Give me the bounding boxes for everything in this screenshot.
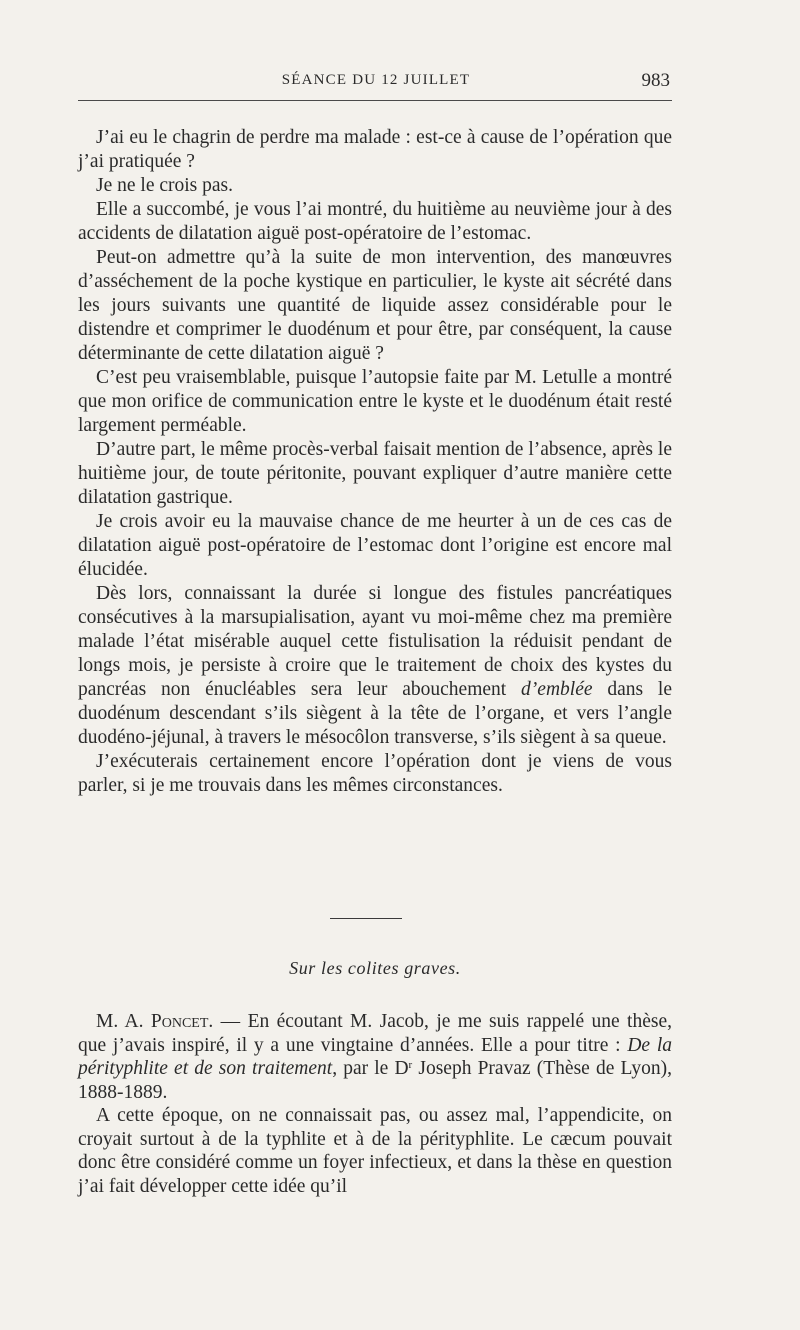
paragraph: Je crois avoir eu la mauvaise chance de me heurter à un de ces cas de dilatation aiguë post-opératoire de l’estomac dont l’origine est encore mal élucidée. bbox=[78, 511, 672, 580]
paragraph bbox=[78, 582, 672, 750]
page-header bbox=[78, 68, 674, 94]
text-run: dans le duodénum descendant s’ils siègent à la tête de l’organe, et vers l’angle duodéno-jéjunal, à travers le mésocôlon transverse, s’ils siègent à sa queue. bbox=[78, 679, 672, 748]
main-text bbox=[78, 126, 672, 798]
text-run: Joseph Pravaz (Thèse de Lyon), 1888-1889. bbox=[78, 1058, 672, 1103]
running-title: SÉANCE DU 12 JUILLET bbox=[281, 72, 471, 88]
paragraph: Je ne le crois pas. bbox=[96, 175, 233, 196]
paragraph: Elle a succombé, je vous l’ai montré, du huitième au neuvième jour à des accidents de dilatation aiguë post-opératoire de l’estomac. bbox=[78, 199, 672, 244]
paragraph: J’ai eu le chagrin de perdre ma malade : est-ce à cause de l’opération que j’ai pratiquée ? bbox=[78, 127, 672, 172]
thesis-title: De la pérityphlite et de son traitement bbox=[78, 1034, 672, 1079]
page-number: 983 bbox=[641, 70, 670, 91]
superscript: r bbox=[408, 1059, 413, 1071]
paragraph: A cette époque, on ne connaissait pas, ou assez mal, l’appendicite, on croyait surtout à de la typhlite et à de la pérityphlite. Le cæcum pouvait donc être considéré comme un foyer infectieux, et dans la thèse en question j’ai fait développer cette idée qu’il bbox=[78, 1105, 672, 1197]
speaker-name: Poncet bbox=[150, 1011, 209, 1032]
paragraph: C’est peu vraisemblable, puisque l’autopsie faite par M. Letulle a montré que mon orifice de communication entre le kyste et le duodénum était resté largement perméable. bbox=[78, 367, 672, 436]
paragraph: D’autre part, le même procès-verbal faisait mention de l’absence, après le huitième jour, de toute péritonite, pouvant expliquer d’autre manière cette dilatation gastrique. bbox=[78, 439, 672, 508]
text-run: . — En écoutant M. Jacob, je me suis rappelé une thèse, que j’avais inspiré, il y a une vingtaine d’années. Elle a pour titre : bbox=[78, 1011, 672, 1056]
section-title: Sur les colites graves. bbox=[289, 958, 461, 978]
speaker-prefix: M. A. bbox=[96, 1011, 151, 1032]
section-divider bbox=[330, 918, 402, 919]
text-run: , par le D bbox=[332, 1058, 409, 1079]
paragraph: J’exécuterais certainement encore l’opération dont je viens de vous parler, si je me trouvais dans les mêmes circonstances. bbox=[78, 751, 672, 796]
paragraph: Peut-on admettre qu’à la suite de mon intervention, des manœuvres d’asséchement de la poche kystique en particulier, le kyste ait sécrété dans les jours suivants une quantité de liquide assez considérable pour le distendre et comprimer le duodénum et pour être, par conséquent, la cause déterminante de cette dilatation aiguë ? bbox=[78, 247, 672, 364]
header-rule bbox=[78, 100, 672, 101]
paragraph bbox=[78, 1010, 672, 1104]
italic-run: d’emblée bbox=[521, 679, 593, 700]
section-text bbox=[78, 1010, 672, 1198]
text-run: Dès lors, connaissant la durée si longue des fistules pancréatiques consécutives à la marsupialisation, ayant vu moi-même chez ma première malade l’état misérable auquel cette fistulisation la réduisit pendant de longs mois, je persiste à croire que le traitement de choix des kystes du pancréas non énucléables sera leur abouchement bbox=[78, 583, 672, 700]
